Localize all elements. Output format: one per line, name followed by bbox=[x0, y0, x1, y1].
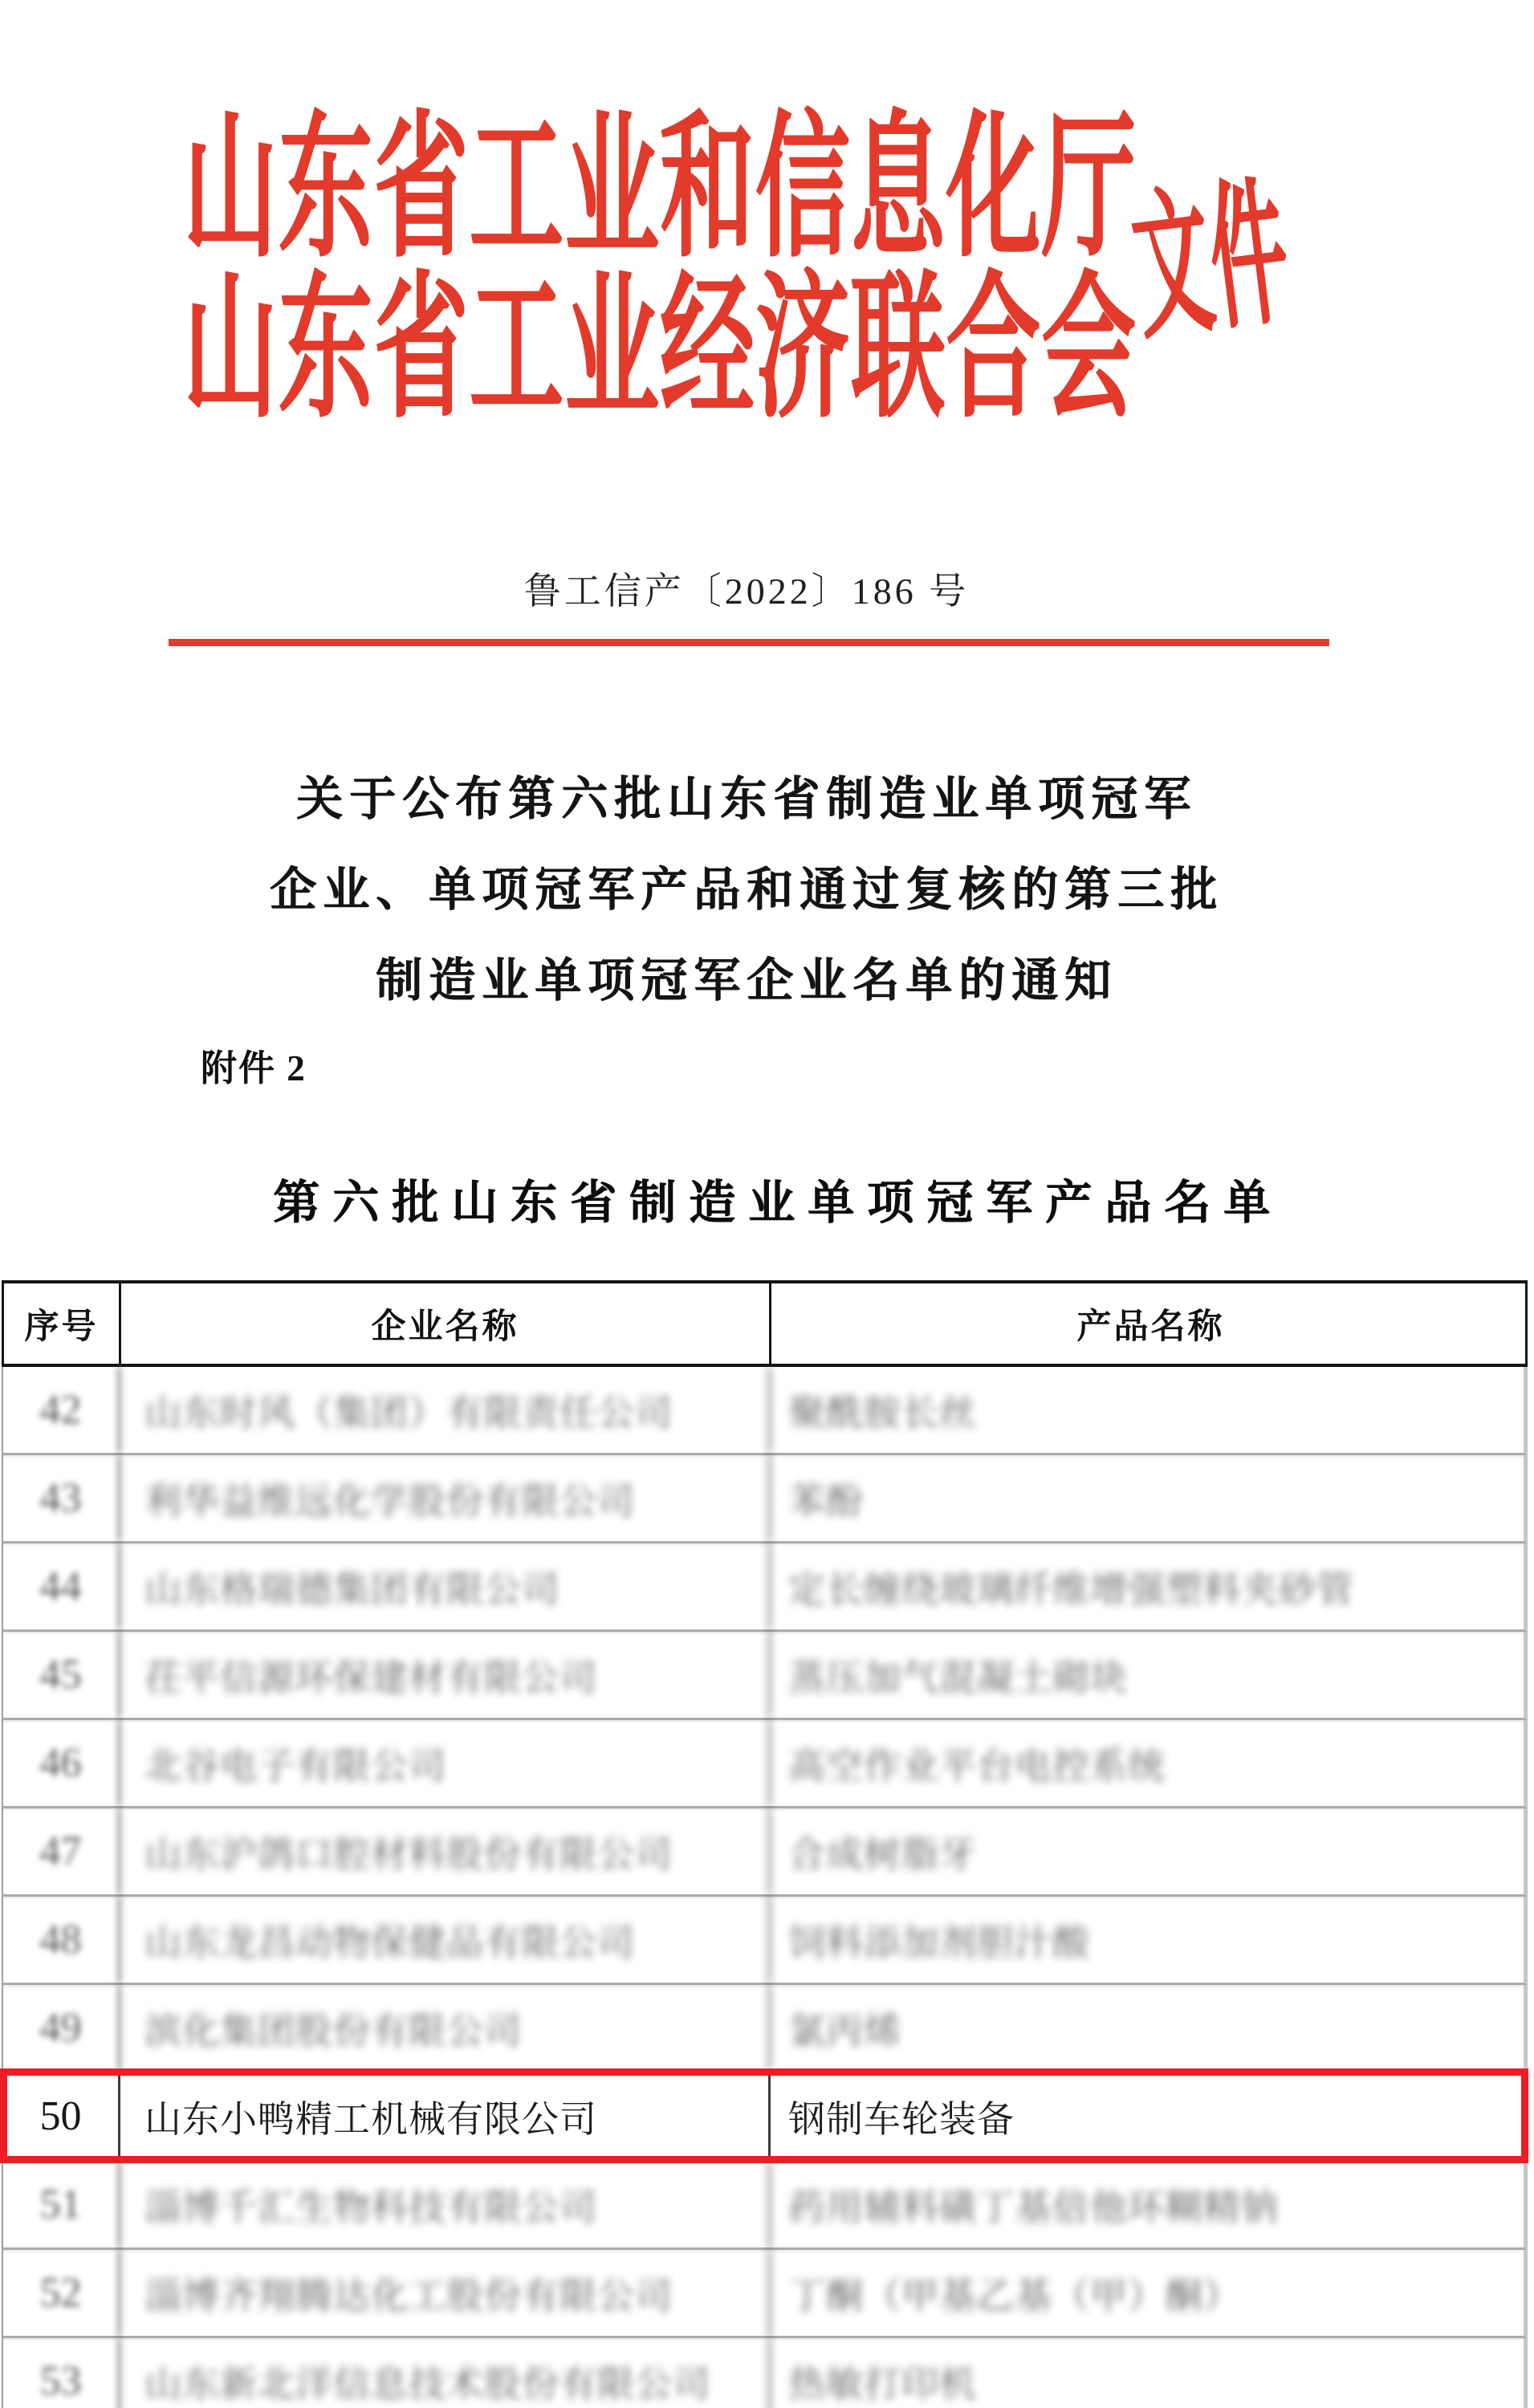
header-cell-no: 序号 bbox=[4, 1283, 121, 1364]
row-no: 48 bbox=[3, 1897, 120, 1983]
row-product: 聚酰胺长丝 bbox=[788, 1392, 977, 1434]
row-no: 53 bbox=[3, 2338, 120, 2408]
table-row bbox=[2, 1897, 1528, 1985]
row-company: 山东小鸭精工机械有限公司 bbox=[120, 2073, 771, 2159]
row-no: 50 bbox=[3, 2073, 120, 2159]
table-row bbox=[2, 2338, 1528, 2408]
table-row bbox=[2, 1367, 1528, 1455]
header-cell-product: 产品名称 bbox=[1076, 1308, 1225, 1346]
row-no: 47 bbox=[3, 1808, 120, 1894]
row-no: 44 bbox=[3, 1544, 120, 1629]
row-company: 淄博千汇生物科技有限公司 bbox=[120, 2162, 771, 2247]
red-separator-rule bbox=[169, 639, 1329, 646]
row-company: 北谷电子有限公司 bbox=[120, 1720, 771, 1806]
row-product: 合成树脂牙 bbox=[788, 1833, 977, 1875]
product-list-table bbox=[2, 1280, 1528, 2408]
table-row bbox=[2, 1544, 1528, 1632]
row-product: 蒸压加气混凝土砌块 bbox=[788, 1657, 1128, 1698]
notice-title-line1: 关于公布第六批山东省制造业单项冠军 bbox=[295, 773, 1197, 825]
row-no: 46 bbox=[3, 1720, 120, 1806]
row-product: 丁酮（甲基乙基（甲）酮） bbox=[788, 2275, 1241, 2316]
row-product: 氯丙烯 bbox=[788, 2010, 901, 2052]
table-body bbox=[2, 1367, 1528, 2408]
row-product: 钢制车轮装备 bbox=[788, 2098, 1015, 2140]
row-no: 45 bbox=[3, 1632, 120, 1718]
table-row bbox=[2, 1808, 1528, 1897]
row-no: 42 bbox=[3, 1367, 120, 1453]
table-row bbox=[2, 1632, 1528, 1720]
row-company: 山东沪鸽口腔材料股份有限公司 bbox=[120, 1808, 771, 1894]
row-company: 山东新北洋信息技术股份有限公司 bbox=[120, 2338, 771, 2408]
row-company: 淄博齐翔腾达化工股份有限公司 bbox=[120, 2250, 771, 2336]
row-no: 49 bbox=[3, 1985, 120, 2071]
row-no: 51 bbox=[3, 2162, 120, 2247]
row-no: 43 bbox=[3, 1455, 120, 1541]
row-product: 定长缠绕玻璃纤维增强塑料夹砂管 bbox=[788, 1568, 1354, 1610]
row-company: 山东格瑞德集团有限公司 bbox=[120, 1544, 771, 1629]
attachment-label: 附件 2 bbox=[201, 1048, 307, 1088]
letterhead-doc-type-label: 文件 bbox=[1124, 165, 1298, 359]
row-product: 苯酚 bbox=[788, 1480, 864, 1522]
row-no: 52 bbox=[3, 2250, 120, 2336]
row-company: 利华益维远化学股份有限公司 bbox=[120, 1455, 771, 1541]
table-row bbox=[2, 1720, 1528, 1808]
table-row bbox=[2, 1985, 1528, 2073]
row-product: 热敏打印机 bbox=[788, 2363, 977, 2405]
row-product: 高空作业平台电控系统 bbox=[788, 1745, 1166, 1787]
table-title: 第六批山东省制造业单项冠军产品名单 bbox=[272, 1177, 1283, 1229]
row-product: 饲料添加剂胆汁酸 bbox=[788, 1922, 1090, 1963]
row-company: 茌平信源环保建材有限公司 bbox=[120, 1632, 771, 1718]
row-company: 山东龙昌动物保健品有限公司 bbox=[120, 1897, 771, 1983]
row-product: 药用辅料磺丁基倍他环糊精钠 bbox=[788, 2186, 1279, 2228]
header-cell-company: 企业名称 bbox=[121, 1283, 771, 1364]
letterhead-org-line1: 山东省工业和信息化厅 bbox=[183, 102, 1137, 276]
table-row bbox=[2, 2073, 1528, 2162]
row-company: 山东时风（集团）有限责任公司 bbox=[120, 1367, 771, 1453]
notice-title-line3: 制造业单项冠军企业名单的通知 bbox=[375, 954, 1117, 1007]
row-company: 滨化集团股份有限公司 bbox=[120, 1985, 771, 2071]
table-header-row bbox=[2, 1280, 1528, 1367]
table-row bbox=[2, 2162, 1528, 2250]
table-row bbox=[2, 2250, 1528, 2338]
notice-title-line2: 企业、单项冠军产品和通过复核的第三批 bbox=[269, 864, 1223, 916]
table-row bbox=[2, 1455, 1528, 1544]
letterhead-org-line2: 山东省工业经济联合会 bbox=[183, 262, 1137, 437]
document-number: 鲁工信产〔2022〕186 号 bbox=[523, 571, 970, 612]
